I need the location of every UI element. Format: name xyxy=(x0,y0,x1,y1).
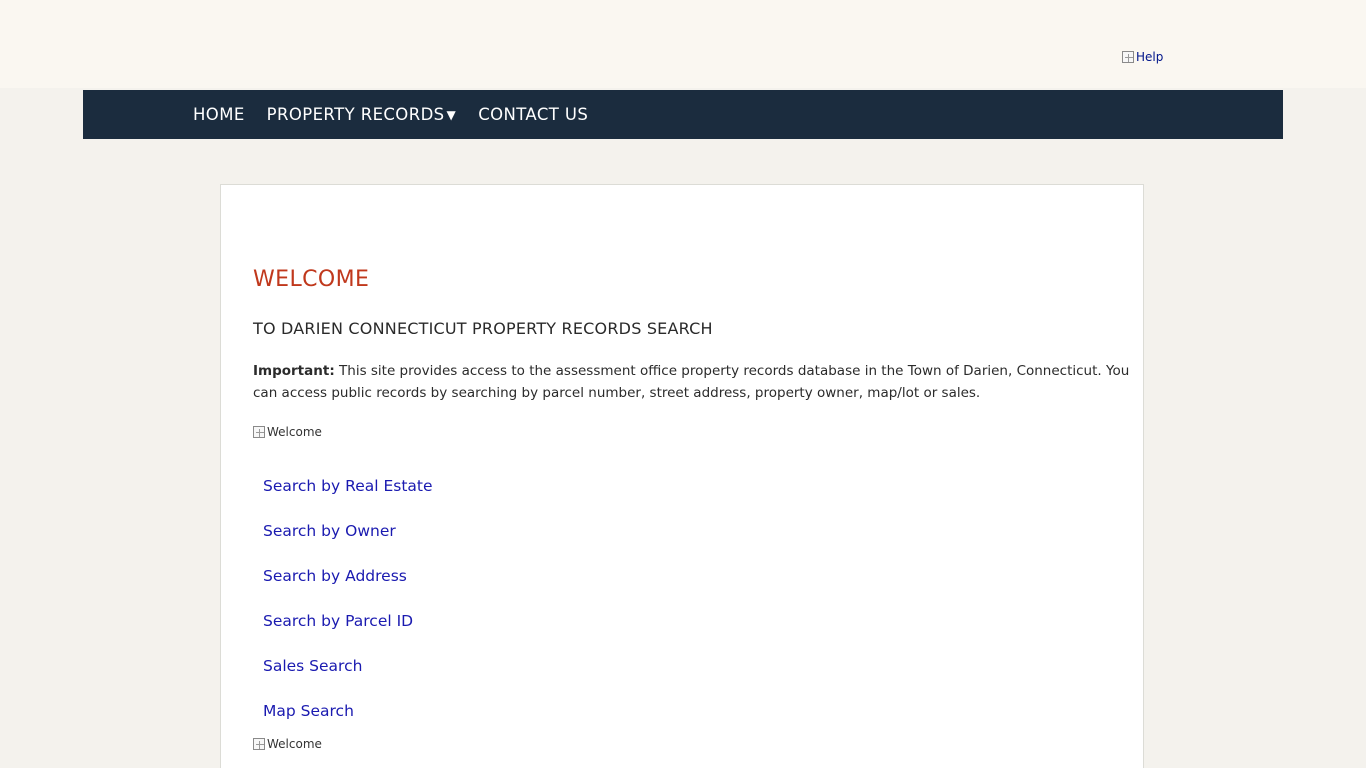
nav-item-property-records-label: PROPERTY RECORDS xyxy=(266,105,445,124)
link-sales-search[interactable]: Sales Search xyxy=(263,656,363,675)
site-header xyxy=(0,0,1366,88)
nav-item-home[interactable] xyxy=(193,105,245,124)
broken-image-icon xyxy=(1122,51,1134,63)
list-item xyxy=(263,553,763,598)
welcome-image-bottom xyxy=(253,737,322,751)
search-links-list xyxy=(263,463,763,733)
list-item xyxy=(263,598,763,643)
main-navigation xyxy=(83,90,1283,139)
welcome-image-top-alt: Welcome xyxy=(267,425,322,439)
link-search-by-owner[interactable]: Search by Owner xyxy=(263,521,396,540)
welcome-image-bottom-alt: Welcome xyxy=(267,737,322,751)
broken-image-icon xyxy=(253,738,265,750)
important-text: This site provides access to the assessment office property records database in the Town of Darien, Connecticut. You can access public records by searching by parcel number, street address, property owner, map/lot or sales. xyxy=(253,363,1130,401)
list-item xyxy=(263,508,763,553)
page-title: WELCOME xyxy=(253,267,370,292)
link-search-by-address[interactable]: Search by Address xyxy=(263,566,407,585)
important-label: Important: xyxy=(253,363,335,379)
nav-item-contact-us-label: CONTACT US xyxy=(478,105,589,124)
link-search-by-parcel-id[interactable]: Search by Parcel ID xyxy=(263,611,414,630)
nav-item-home-label: HOME xyxy=(193,105,245,124)
important-notice xyxy=(253,361,1133,405)
list-item xyxy=(263,688,763,733)
chevron-down-icon: ▼ xyxy=(446,107,457,122)
content-card xyxy=(220,184,1144,768)
welcome-image-top xyxy=(253,425,322,439)
nav-item-property-records[interactable] xyxy=(267,105,457,124)
link-search-by-real-estate[interactable]: Search by Real Estate xyxy=(263,476,433,495)
help-link[interactable] xyxy=(1122,50,1163,64)
list-item xyxy=(263,463,763,508)
page-subtitle: TO DARIEN CONNECTICUT PROPERTY RECORDS SEARCH xyxy=(253,319,713,338)
link-map-search[interactable]: Map Search xyxy=(263,701,354,720)
help-image-alt-text: Help xyxy=(1136,50,1164,64)
list-item xyxy=(263,643,763,688)
broken-image-icon xyxy=(253,426,265,438)
nav-item-contact-us[interactable] xyxy=(478,105,588,124)
